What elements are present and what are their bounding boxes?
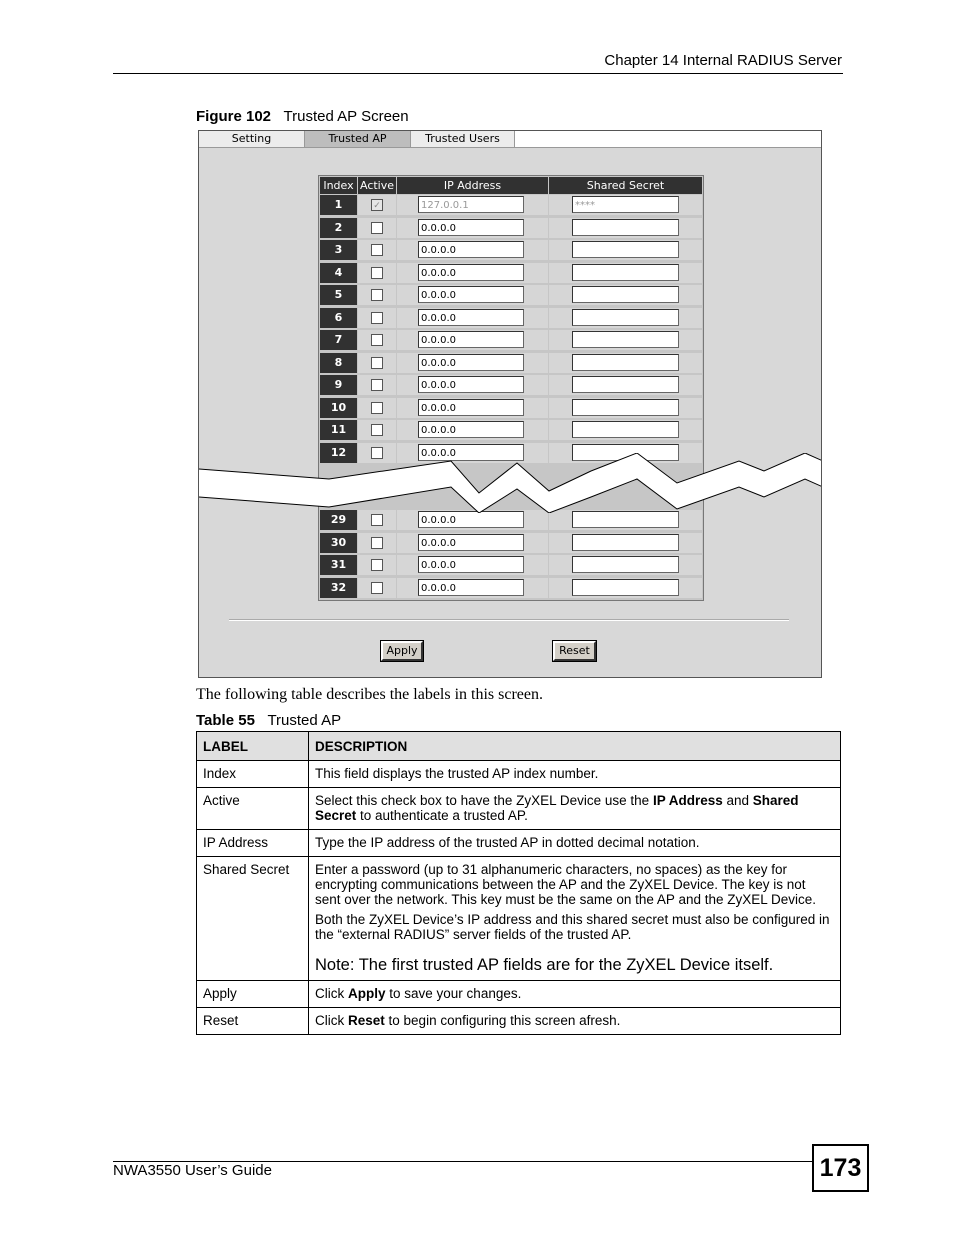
ip-cell [397,195,548,215]
figure-label: Figure 102 [196,108,272,125]
active-cell [358,398,396,418]
secret-cell [549,375,702,395]
col-header-active: Active [359,179,395,192]
tab-trusted-users[interactable]: Trusted Users [411,131,515,147]
active-cell [358,330,396,350]
table-title: Trusted AP [267,712,342,729]
shared-secret-input[interactable] [572,579,679,596]
desc-bold-shared-secret: Shared Secret [315,793,799,823]
active-checkbox[interactable] [371,424,383,436]
chapter-header: Chapter 14 Internal RADIUS Server [604,52,842,69]
tab-bar [199,131,821,148]
row-desc-index: This field displays the trusted AP index number. [309,761,841,788]
table-label: Table 55 [196,712,255,729]
ip-cell [397,353,548,373]
desc-bold-apply: Apply [348,986,386,1001]
figure-title: Trusted AP Screen [283,108,409,125]
ap-table-row [319,307,703,330]
row-label-ip-address: IP Address [197,830,309,857]
row-index: 1 [320,195,357,215]
ap-table-row [319,217,703,240]
ap-table-row [319,329,703,352]
header-rule [113,73,843,74]
ip-cell [397,555,548,575]
active-checkbox[interactable] [371,334,383,346]
label-column-header: LABEL [197,732,309,761]
desc-bold-reset: Reset [348,1013,385,1028]
row-index: 29 [320,510,357,530]
secret-cell [549,330,702,350]
row-desc-ip-address: Type the IP address of the trusted AP in dotted decimal notation. [309,830,841,857]
ip-address-input[interactable]: 0.0.0.0 [418,421,524,438]
row-index: 5 [320,285,357,305]
row-desc-apply [309,981,841,1008]
tab-trusted-ap[interactable]: Trusted AP [305,131,411,147]
apply-button[interactable]: Apply [381,641,423,661]
trusted-ap-table [318,175,704,601]
active-cell [358,533,396,553]
shared-secret-input: **** [572,196,679,213]
secret-cell [549,510,702,530]
secret-cell [549,285,702,305]
ip-address-input[interactable]: 0.0.0.0 [418,534,524,551]
table-row [197,830,841,857]
secret-cell [549,308,702,328]
ip-address-input[interactable]: 0.0.0.0 [418,309,524,326]
col-header-ip-address: IP Address [397,177,548,194]
table-row [197,857,841,981]
figure-caption [196,108,409,125]
shared-secret-input[interactable] [572,511,679,528]
ip-cell [397,375,548,395]
row-index: 31 [320,555,357,575]
ip-cell [397,240,548,260]
secret-cell [549,533,702,553]
col-header-shared-secret: Shared Secret [549,177,702,194]
intro-text: The following table describes the labels in this screen. [196,686,544,703]
row-desc-active [309,788,841,830]
ip-address-input[interactable]: 0.0.0.0 [418,444,524,461]
shared-secret-input[interactable] [572,309,679,326]
desc-paragraph: Enter a password (up to 31 alphanumeric characters, no spaces) as the key for encrypting communications between the AP and the ZyXEL Device. The key is not sent over the network. This key must be the same on the AP and the ZyXEL Device. [315,862,817,907]
active-checkbox[interactable] [371,402,383,414]
row-label-shared-secret: Shared Secret [197,857,309,981]
shared-secret-input[interactable] [572,354,679,371]
reset-button[interactable]: Reset [553,641,596,661]
shared-secret-input[interactable] [572,331,679,348]
secret-cell [549,420,702,440]
shared-secret-input[interactable] [572,376,679,393]
active-cell [358,578,396,598]
ip-address-input[interactable]: 0.0.0.0 [418,241,524,258]
secret-cell [549,353,702,373]
desc-paragraph: Both the ZyXEL Device’s IP address and this shared secret must also be configured in the “external RADIUS” server fields of the trusted AP. [315,912,830,942]
ip-cell [397,510,548,530]
shared-secret-input[interactable] [572,421,679,438]
desc-text: to authenticate a trusted AP. [356,808,528,823]
shared-secret-input[interactable] [572,219,679,236]
active-cell [358,285,396,305]
row-desc-reset [309,1008,841,1035]
ap-table-row [319,554,703,577]
active-cell [358,353,396,373]
active-checkbox[interactable] [371,357,383,369]
ap-table-row [319,374,703,397]
ap-table-row [319,397,703,420]
row-index: 8 [320,353,357,373]
table-row [197,788,841,830]
active-checkbox[interactable] [371,222,383,234]
secret-cell [549,240,702,260]
active-checkbox[interactable] [371,244,383,256]
form-separator [229,619,789,621]
active-cell [358,308,396,328]
table-break-graphic [199,453,822,513]
active-cell [358,263,396,283]
ip-address-input[interactable]: 0.0.0.0 [418,264,524,281]
ap-table-row [319,284,703,307]
shared-secret-input[interactable] [572,399,679,416]
ap-table-row [319,194,703,217]
label-description-table [196,731,841,1035]
row-label-apply: Apply [197,981,309,1008]
ip-address-input[interactable]: 0.0.0.0 [418,579,524,596]
desc-text: Select this check box to have the ZyXEL Device use the [315,793,653,808]
row-index: 10 [320,398,357,418]
ip-address-input: 127.0.0.1 [418,196,524,213]
row-index: 9 [320,375,357,395]
secret-cell [549,398,702,418]
table-row [197,981,841,1008]
desc-note: Note: The first trusted AP fields are for the ZyXEL Device itself. [315,956,774,974]
ap-table-row [319,577,703,600]
active-cell [358,375,396,395]
table-header-row [197,732,841,761]
ap-table-row [319,262,703,285]
desc-text: to save your changes. [385,986,522,1001]
active-checkbox[interactable] [371,514,383,526]
ip-cell [397,578,548,598]
row-index: 6 [320,308,357,328]
active-checkbox: ✓ [371,199,383,211]
ip-address-input[interactable]: 0.0.0.0 [418,286,524,303]
ip-cell [397,398,548,418]
row-label-index: Index [197,761,309,788]
active-cell [358,420,396,440]
description-column-header: DESCRIPTION [309,732,841,761]
ip-cell [397,330,548,350]
shared-secret-input[interactable] [572,556,679,573]
desc-text: Click [315,986,348,1001]
active-cell [358,240,396,260]
active-checkbox[interactable] [371,267,383,279]
ip-address-input[interactable]: 0.0.0.0 [418,399,524,416]
active-checkbox[interactable] [371,582,383,594]
footer-guide-title: NWA3550 User’s Guide [113,1162,272,1179]
col-header-index: Index [320,177,357,194]
shared-secret-input[interactable] [572,286,679,303]
row-index: 30 [320,533,357,553]
active-checkbox[interactable] [371,537,383,549]
desc-text: to begin configuring this screen afresh. [384,1013,621,1028]
row-index: 11 [320,420,357,440]
desc-bold-ip-address: IP Address [652,793,723,808]
row-label-active: Active [197,788,309,830]
ip-address-input[interactable]: 0.0.0.0 [418,331,524,348]
desc-text: Click [315,1013,348,1028]
active-cell [358,195,396,215]
row-index: 2 [320,218,357,238]
row-index: 32 [320,578,357,598]
ip-cell [397,263,548,283]
ap-table-row [319,352,703,375]
trusted-ap-screenshot [198,130,822,678]
desc-text: and [722,793,753,808]
active-cell [358,218,396,238]
ip-cell [397,308,548,328]
ip-address-input[interactable]: 0.0.0.0 [418,219,524,236]
ap-table-row [319,239,703,262]
ip-address-input[interactable]: 0.0.0.0 [418,354,524,371]
row-index: 3 [320,240,357,260]
active-checkbox[interactable] [371,312,383,324]
ip-cell [397,533,548,553]
row-index: 7 [320,330,357,350]
row-desc-shared-secret [309,857,841,981]
ip-cell [397,218,548,238]
ap-table-row [319,532,703,555]
ap-table-row [319,419,703,442]
active-checkbox[interactable] [371,289,383,301]
active-checkbox[interactable] [371,379,383,391]
secret-cell [549,578,702,598]
secret-cell [549,555,702,575]
tab-setting[interactable]: Setting [199,131,305,147]
shared-secret-input[interactable] [572,241,679,258]
ip-address-input[interactable]: 0.0.0.0 [418,376,524,393]
shared-secret-input[interactable] [572,264,679,281]
row-index: 12 [320,443,357,463]
row-label-reset: Reset [197,1008,309,1035]
secret-cell [549,195,702,215]
shared-secret-input[interactable] [572,534,679,551]
ip-cell [397,420,548,440]
table-row [197,761,841,788]
table-row [197,1008,841,1035]
ip-cell [397,285,548,305]
ip-address-input[interactable]: 0.0.0.0 [418,511,524,528]
secret-cell [549,218,702,238]
table-caption [196,712,341,729]
row-index: 4 [320,263,357,283]
active-cell [358,555,396,575]
secret-cell [549,263,702,283]
active-cell [358,510,396,530]
active-checkbox[interactable] [371,559,383,571]
page-number: 173 [812,1144,869,1192]
ip-address-input[interactable]: 0.0.0.0 [418,556,524,573]
